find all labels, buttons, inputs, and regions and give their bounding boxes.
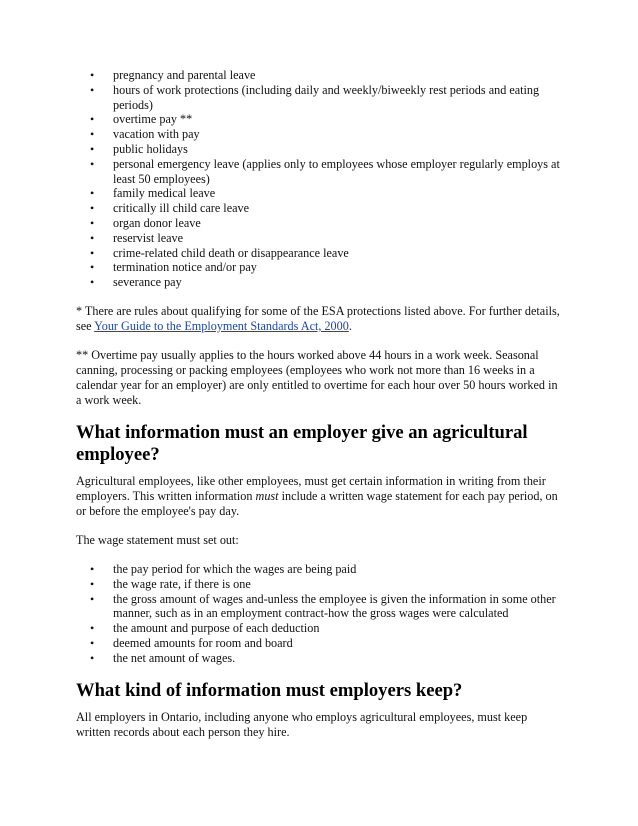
list-item: • overtime pay ** xyxy=(76,112,562,127)
list-item: • organ donor leave xyxy=(76,216,562,231)
list-item: • crime-related child death or disappearance leave xyxy=(76,246,562,261)
list-item: • the gross amount of wages and-unless the employee is given the information in some other manner, such as in an employment contract-how the gross wages were calculated xyxy=(76,592,562,622)
employer-info-text: Agricultural employees, like other employees, must get certain information in writing from their employers. This written information xyxy=(76,473,546,503)
list-item: • severance pay xyxy=(76,275,562,290)
overtime-note: ** Overtime pay usually applies to the hours worked above 44 hours in a work week. Seasonal canning, processing or packing employees (employees who work not more than 16 weeks in a calendar year for an employer) are only entitled to overtime for each hour over 50 hours worked in a work week. xyxy=(76,347,558,407)
document-page xyxy=(76,68,562,740)
emphasis-must: must xyxy=(255,488,279,503)
list-item: • public holidays xyxy=(76,142,562,157)
employer-info-text-end: include a written wage statement for each pay period, on or before the employee's pay day. xyxy=(76,488,558,518)
list-item: • pregnancy and parental leave xyxy=(76,68,562,83)
list-item: • vacation with pay xyxy=(76,127,562,142)
esa-guide-link[interactable]: Your Guide to the Employment Standards Act, 2000 xyxy=(94,318,349,333)
list-item: • the wage rate, if there is one xyxy=(76,577,562,592)
qualifying-note-end: . xyxy=(348,318,352,333)
wage-statement-intro: The wage statement must set out: xyxy=(76,532,239,547)
qualifying-note xyxy=(76,304,562,334)
list-item: • deemed amounts for room and board xyxy=(76,636,562,651)
list-item: • the pay period for which the wages are being paid xyxy=(76,562,562,577)
section-heading-employer-info: What information must an employer give an agricultural employee? xyxy=(76,421,528,465)
list-item: • hours of work protections (including daily and weekly/biweekly rest periods and eating periods) xyxy=(76,83,562,113)
employer-info-paragraph xyxy=(76,474,562,519)
qualifying-note-text: * There are rules about qualifying for some of the ESA protections listed above. For further details, see xyxy=(76,303,560,333)
list-item: • personal emergency leave (applies only to employees whose employer regularly employs at least 50 employees) xyxy=(76,157,562,187)
list-item: • the amount and purpose of each deduction xyxy=(76,621,562,636)
list-item: • reservist leave xyxy=(76,231,562,246)
records-paragraph: All employers in Ontario, including anyone who employs agricultural employees, must keep written records about each person they hire. xyxy=(76,709,528,739)
list-item: • family medical leave xyxy=(76,186,562,201)
section-heading-records: What kind of information must employers keep? xyxy=(76,679,463,701)
wage-statement-list xyxy=(76,562,562,666)
protections-list xyxy=(76,68,562,290)
list-item: • critically ill child care leave xyxy=(76,201,562,216)
list-item: • the net amount of wages. xyxy=(76,651,562,666)
list-item: • termination notice and/or pay xyxy=(76,260,562,275)
